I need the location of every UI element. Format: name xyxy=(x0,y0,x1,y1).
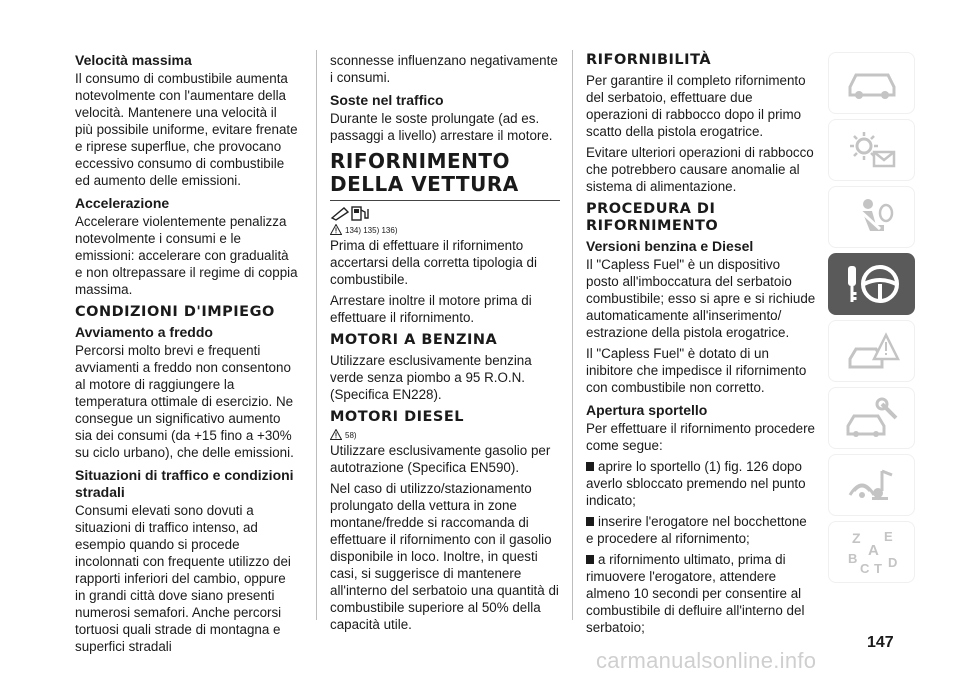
paragraph-continuation: sconnesse influenzano negativamente i consumi. xyxy=(330,53,558,85)
tab-starting-driving[interactable] xyxy=(828,253,915,315)
car-dashboard-icon xyxy=(844,63,900,103)
chapter-sidebar xyxy=(828,52,913,588)
heading-accelerazione: Accelerazione xyxy=(75,195,170,211)
paragraph-accelerazione: Accelerare violentemente penalizza notevolmente i consumi e le emissioni: accelerare con gradualità e non oltrepassare il regime di coppia massima. xyxy=(75,214,298,297)
svg-text:B: B xyxy=(847,551,857,566)
paragraph-sosta-montana: Nel caso di utilizzo/stazionamento prolungato della vettura in zone montane/fredde si raccomanda di effettuare il rifornimento con il gasolio disponibile in loco. Inoltre, in questi casi, si suggerisce di mantenere all'interno del serbatoio una quantità di combustibile superiore al 50% della capacità utile. xyxy=(330,481,559,632)
heading-rifornimento-vettura: RIFORNIMENTO DELLA VETTURA xyxy=(330,150,560,201)
svg-text:E: E xyxy=(883,529,893,544)
svg-text:T: T xyxy=(873,561,882,576)
paragraph-soste: Durante le soste prolungate (ad es. passaggi a livello) arrestare il motore. xyxy=(330,111,553,143)
svg-text:A: A xyxy=(867,542,879,559)
heading-versioni: Versioni benzina e Diesel xyxy=(586,238,754,254)
svg-text:D: D xyxy=(887,555,897,570)
paragraph-prima: Prima di effettuare il rifornimento accertarsi della corretta tipologia di combustibile. xyxy=(330,238,537,287)
paragraph-avviamento: Percorsi molto brevi e frequenti avviamenti a freddo non consentono al motore di raggiungere la temperatura ottimale di esercizio. Ne consegue un significativo aumento sia dei consumi (da +15 fino a +30% su ciclo urbano), che delle emissioni. xyxy=(75,343,294,460)
alphabet-index-icon xyxy=(842,527,902,577)
tab-emergency[interactable] xyxy=(828,320,915,382)
car-wrench-icon xyxy=(842,396,902,440)
fuel-pump-icon xyxy=(330,204,560,222)
page-number: 147 xyxy=(867,634,894,651)
paragraph-capless-2: Il "Capless Fuel" è dotato di un inibitore che impedisce il rifornimento con combustibile non corretto. xyxy=(586,346,807,395)
list-item: inserire l'erogatore nel bocchettone e procedere al rifornimento; xyxy=(586,514,807,546)
paragraph-evitare: Evitare ulteriori operazioni di rabbocco che potrebbero causare anomalie al sistema di alimentazione. xyxy=(586,145,814,194)
bullet-icon xyxy=(586,462,594,471)
tab-maintenance[interactable] xyxy=(828,387,915,449)
bullet-icon xyxy=(586,555,594,564)
paragraph-situazioni: Consumi elevati sono dovuti a situazioni di traffico intenso, ad esempio quando si procede incolonnati con frequente utilizzo dei rapporti inferiori del cambio, oppure in grandi città dove siano presenti numerosi semafori. Anche percorsi tortuosi quali strade di montagna e superfici stradali xyxy=(75,503,291,654)
text-column-3 xyxy=(586,52,816,640)
tab-safety[interactable] xyxy=(828,186,915,248)
paragraph-arrestare: Arrestare inoltre il motore prima di effettuare il rifornimento. xyxy=(330,293,532,325)
warning-triangle-icon xyxy=(330,224,342,235)
heading-apertura: Apertura sportello xyxy=(586,402,708,418)
warning-references xyxy=(330,429,560,440)
warning-triangle-icon xyxy=(330,429,342,440)
paragraph-rifornibilita: Per garantire il completo rifornimento del serbatoio, effettuare due operazioni di rabbocco dopo il primo scatto della pistola erogatrice. xyxy=(586,73,806,139)
sun-envelope-icon xyxy=(844,128,900,172)
heading-soste: Soste nel traffico xyxy=(330,92,444,108)
references-text: 134) 135) 136) xyxy=(345,226,398,235)
paragraph-velocita: Il consumo di combustibile aumenta notevolmente con l'aumentare della velocità. Mantenere una velocità il più possibile uniforme, evitare frenate e riprese superflue, che provocano eccessivo consumo di combustibile ed aumento delle emissioni. xyxy=(75,71,298,188)
tab-lights-messages[interactable] xyxy=(828,119,915,181)
key-steering-wheel-icon xyxy=(842,260,902,308)
text-column-1 xyxy=(75,52,298,659)
column-separator xyxy=(316,50,317,620)
warning-references xyxy=(330,224,560,235)
heading-rifornibilita: RIFORNIBILITÀ xyxy=(586,52,712,68)
text-column-2 xyxy=(330,52,560,637)
bullet-icon xyxy=(586,517,594,526)
paragraph-capless-1: Il "Capless Fuel" è un dispositivo posto all'imboccatura del serbatoio combustibile; esso si apre e si richiude automaticamente all'inserimento/ estrazione della pistola erogatrice. xyxy=(586,257,816,340)
seat-airbag-icon xyxy=(844,195,900,239)
paragraph-diesel: Utilizzare esclusivamente gasolio per autotrazione (Specifica EN590). xyxy=(330,443,551,475)
heading-procedura: PROCEDURA DI RIFORNIMENTO xyxy=(586,201,719,234)
paragraph-benzina: Utilizzare esclusivamente benzina verde senza piombo a 95 R.O.N. (Specifica EN228). xyxy=(330,353,532,402)
list-item: a rifornimento ultimato, prima di rimuovere l'erogatore, attendere almeno 10 secondi per consentire al combustibile di defluire all'interno del serbatoio; xyxy=(586,552,805,635)
multimedia-icon xyxy=(844,461,900,509)
heading-avviamento: Avviamento a freddo xyxy=(75,324,213,340)
tab-multimedia[interactable] xyxy=(828,454,915,516)
svg-text:C: C xyxy=(859,561,869,576)
heading-velocita: Velocità massima xyxy=(75,52,192,68)
tab-index[interactable] xyxy=(828,521,915,583)
references-text: 58) xyxy=(345,431,357,440)
heading-motori-benzina: MOTORI A BENZINA xyxy=(330,332,498,348)
heading-condizioni: CONDIZIONI D'IMPIEGO xyxy=(75,304,275,320)
heading-situazioni: Situazioni di traffico e condizioni stradali xyxy=(75,467,294,500)
warning-car-icon xyxy=(842,329,902,373)
column-separator xyxy=(572,50,573,620)
svg-text:Z: Z xyxy=(851,530,861,546)
list-item: aprire lo sportello (1) fig. 126 dopo averlo sbloccato premendo nel punto indicato; xyxy=(586,459,806,508)
watermark: carmanualsonline.info xyxy=(596,648,817,673)
heading-motori-diesel: MOTORI DIESEL xyxy=(330,409,465,425)
tab-dashboard[interactable] xyxy=(828,52,915,114)
paragraph-apertura: Per effettuare il rifornimento procedere come segue: xyxy=(586,421,816,453)
